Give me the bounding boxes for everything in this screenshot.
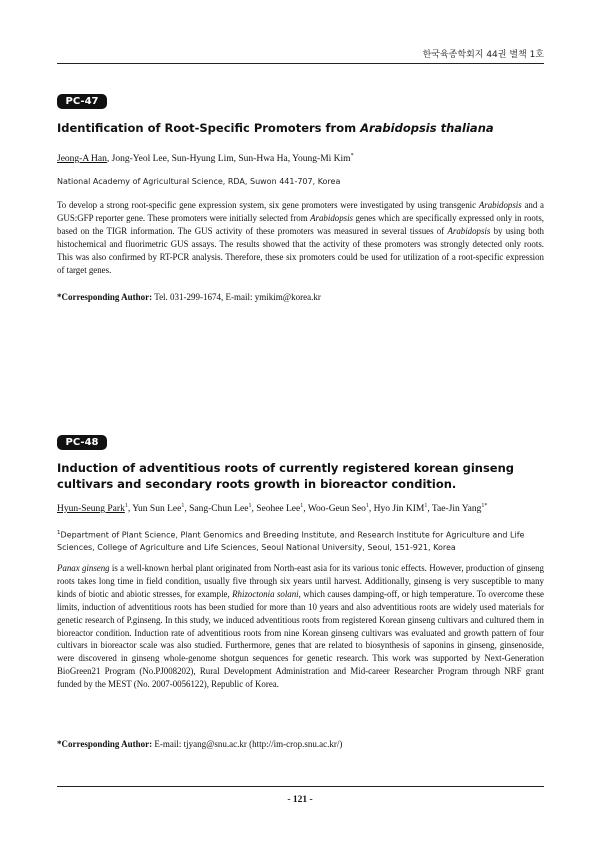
abstract-body — [57, 199, 544, 276]
header-rule — [57, 63, 544, 64]
author-affiliation-mark: 1 — [181, 503, 185, 509]
abstract-italic-run: Panax ginseng — [57, 563, 110, 573]
author-name: Jeong-A Han — [57, 154, 107, 165]
author-separator: , — [106, 154, 112, 165]
author-separator: , — [368, 504, 374, 515]
corresponding-author — [57, 291, 544, 303]
author-separator: , — [127, 504, 133, 515]
author-separator: , — [166, 154, 172, 165]
abstract-id-badge: PC-48 — [57, 435, 107, 450]
author-list — [57, 500, 544, 516]
author-affiliation-mark: * — [350, 153, 354, 159]
page-number: - 121 - — [287, 795, 313, 805]
footer-rule — [57, 786, 544, 787]
author-name: Sun-Hyung Lim — [171, 154, 234, 165]
author-separator: , — [251, 504, 257, 515]
abstract-text-run: by using both histochemical and fluorimetric GUS assays. The results showed that the activity of these promoters was strongly detected only roots. This was also confirmed by RT-PCR analysis. Therefore, these six promoters could be used for utilization of a root-specific expression of target genes. — [57, 225, 544, 275]
affiliation: National Academy of Agricultural Science, RDA, Suwon 441-707, Korea — [57, 177, 341, 186]
author-name: Yun Sun Lee — [132, 504, 182, 515]
author-list — [57, 150, 544, 166]
author-affiliation-mark: 1 — [300, 503, 304, 509]
corresponding-label: *Corresponding Author: — [57, 292, 153, 302]
corresponding-author — [57, 738, 544, 750]
affiliation-text: Department of Plant Science, Plant Genomics and Breeding Institute, and Research Institute for Agriculture and Life Sciences, College of Agriculture and Life Sciences, Seoul National University, Seoul, 151-921, Korea — [57, 530, 525, 552]
abstract-italic-run: Arabidopsis — [478, 200, 522, 210]
title-species: Arabidopsis thaliana — [360, 121, 494, 135]
abstract-title — [57, 460, 544, 492]
abstract-text-run: is a well-known herbal plant originated from North-east asia for its various tonic effects. However, production of ginseng roots takes long time in field condition, usually five through six years until harvest. Additionally, ginseng is very susceptible to many kinds of biotic and abiotic stresses, for example, — [57, 563, 544, 599]
corresponding-label: *Corresponding Author: — [57, 739, 153, 749]
corresponding-contact: Tel. 031-299-1674, E-mail: ymikim@korea.kr — [152, 292, 321, 302]
abstract-body — [57, 562, 544, 691]
author-name: Sang-Chun Lee — [189, 504, 249, 515]
author-name: Jong-Yeol Lee — [111, 154, 167, 165]
author-name: Seohee Lee — [256, 504, 301, 515]
abstract-italic-run: Rhizoctonia solani — [232, 588, 299, 599]
abstract-text-run: , which causes damping-off, or high temperature. To overcome these limits, induction of adventitious roots has been studied for more than 10 years and also adventitious roots are widely used materials for genetic research of P.ginseng. In this study, we induced adventitious roots from registered Korean ginseng cultivars and cultured them in bioreactor condition. Induction rate of adventitious roots from nine Korean ginseng cultivars was evaluated and growth pattern of four cultivars in bioreactor scale was also studied. Furthermore, genes that are related to biosynthesis of saponins in ginseng, ginsenoside, were discovered in ginseng whole-genome shotgun sequences for genetic research. This work was supported by Next-Generation BioGreen21 Program (No.PJ008202), Rural Development Administration and Mid-career Researcher Program through NRF grant funded by the MEST (No. 2007-0056122), Republic of Korea. — [57, 588, 544, 690]
author-affiliation-mark: 1 — [124, 503, 128, 509]
abstract-text-run: To develop a strong root-specific gene expression system, six gene promoters were investigated by using transgenic — [57, 200, 479, 210]
author-name: Hyo Jin KIM — [373, 504, 425, 515]
author-affiliation-mark: 1* — [481, 503, 488, 509]
affiliation — [57, 527, 544, 554]
journal-header: 한국육종학회지 44권 별책 1호 — [422, 50, 544, 60]
author-affiliation-mark: 1 — [424, 503, 428, 509]
corresponding-contact: E-mail: tjyang@snu.ac.kr (http://im-crop.snu.ac.kr/) — [152, 739, 343, 749]
abstract-id-badge: PC-47 — [57, 94, 107, 109]
abstract-text-run: and a GUS:GFP reporter gene. These promoters were initially selected from — [57, 200, 544, 223]
abstract-title — [57, 120, 544, 136]
author-name: Tae-Jin Yang — [431, 504, 482, 515]
author-separator: , — [287, 154, 293, 165]
author-name: Hyun-Seung Park — [57, 504, 125, 515]
title-text: Identification of Root-Specific Promoters from — [57, 121, 361, 135]
abstract-text-run: genes which are specifically expressed only in roots, based on the TIGR information. The GUS activity of these promoters was measured in several tissues of — [57, 212, 544, 236]
author-separator: , — [303, 504, 308, 515]
author-separator: , — [233, 154, 239, 165]
author-separator: , — [184, 504, 190, 515]
author-affiliation-mark: 1 — [365, 503, 369, 509]
author-name: Sun-Hwa Ha — [238, 154, 288, 165]
affiliation-sup: 1 — [57, 530, 61, 536]
title-text: Induction of adventitious roots of currently registered korean ginseng cultivars and secondary roots growth in bioreactor condition. — [57, 461, 515, 491]
author-affiliation-mark: 1 — [248, 503, 252, 509]
abstract-italic-run: Arabidopsis — [447, 225, 491, 236]
abstract-italic-run: Arabidopsis — [310, 212, 354, 223]
author-separator: , — [427, 504, 432, 515]
author-name: Young-Mi Kim — [292, 154, 351, 165]
author-name: Woo-Geun Seo — [307, 504, 366, 515]
